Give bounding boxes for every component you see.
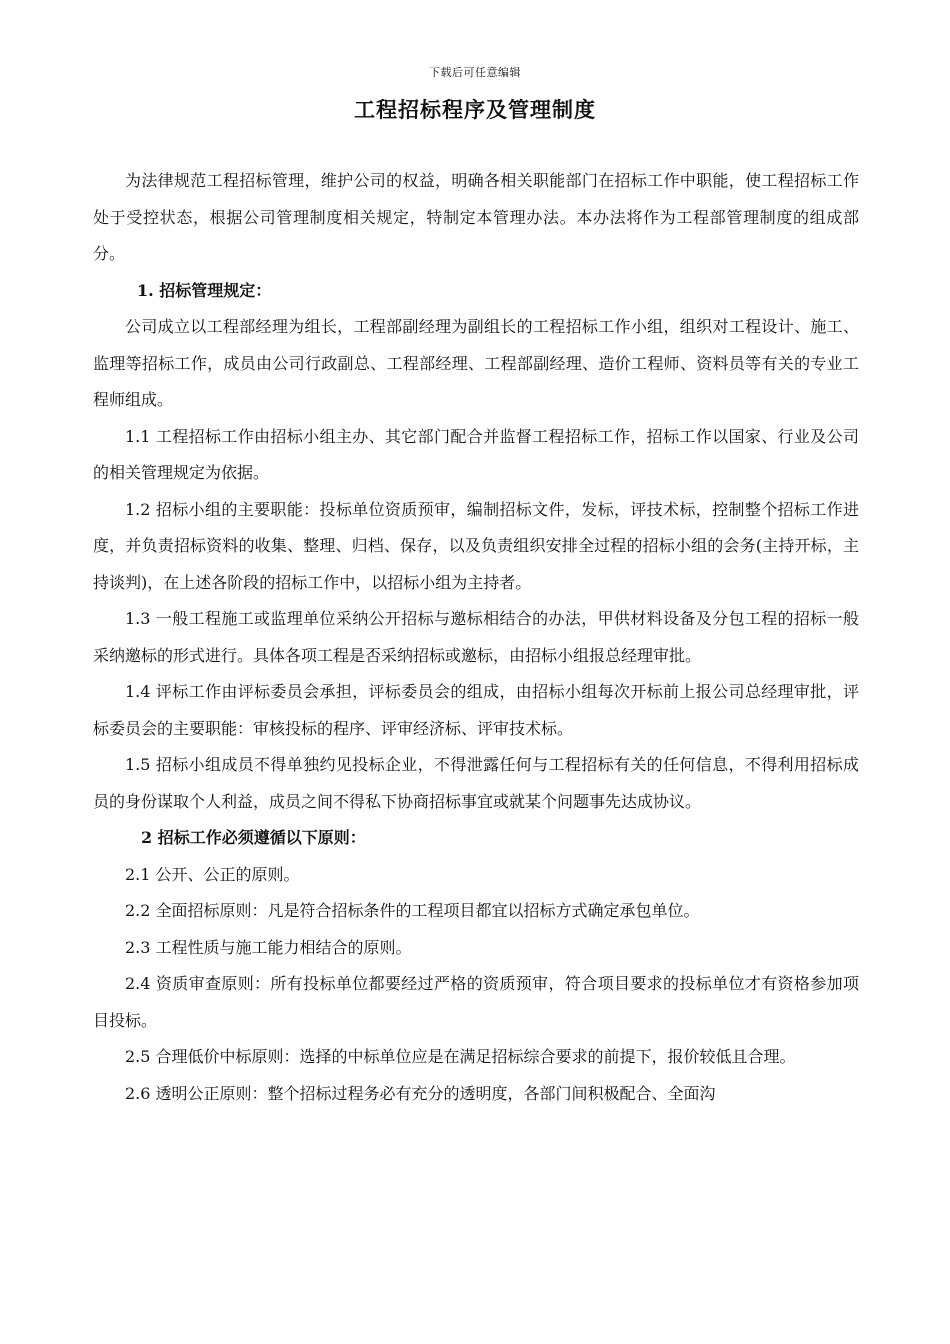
section-1-paragraph: 公司成立以工程部经理为组长，工程部副经理为副组长的工程招标工作小组，组织对工程设计、施工、监理等招标工作，成员由公司行政副总、工程部经理、工程部副经理、造价工程师、资料员等有关的专业工程师组成。	[93, 317, 859, 409]
clause-2-5: 2.5 合理低价中标原则：选择的中标单位应是在满足招标综合要求的前提下，报价较低且合理。	[125, 1047, 796, 1066]
clause-1-3: 1.3 一般工程施工或监理单位采纳公开招标与邀标相结合的办法，甲供材料设备及分包工程的招标一般采纳邀标的形式进行。具体各项工程是否采纳招标或邀标，由招标小组报总经理审批。	[93, 609, 859, 665]
intro-paragraph: 为法律规范工程招标管理，维护公司的权益，明确各相关职能部门在招标工作中职能，使工程招标工作处于受控状态，根据公司管理制度相关规定，特制定本管理办法。本办法将作为工程部管理制度的组成部分。	[93, 171, 859, 263]
header-note: 下载后可任意编辑	[429, 66, 521, 79]
clause-2-3: 2.3 工程性质与施工能力相结合的原则。	[125, 937, 412, 957]
clause-2-4: 2.4 资质审查原则：所有投标单位都要经过严格的资质预审，符合项目要求的投标单位才有资格参加项目投标。	[93, 974, 859, 1030]
document-body	[93, 163, 859, 1112]
clause-1-5: 1.5 招标小组成员不得单独约见投标企业，不得泄露任何与工程招标有关的任何信息，不得利用招标成员的身份谋取个人利益，成员之间不得私下协商招标事宜或就某个问题事先达成协议。	[93, 755, 859, 811]
clause-1-4: 1.4 评标工作由评标委员会承担，评标委员会的组成，由招标小组每次开标前上报公司总经理审批，评标委员会的主要职能：审核投标的程序、评审经济标、评审技术标。	[93, 682, 859, 738]
document-title: 工程招标程序及管理制度	[354, 97, 596, 122]
clause-2-2: 2.2 全面招标原则：凡是符合招标条件的工程项目都宜以招标方式确定承包单位。	[125, 901, 700, 920]
clause-1-1: 1.1 工程招标工作由招标小组主办、其它部门配合并监督工程招标工作，招标工作以国家、行业及公司的相关管理规定为依据。	[93, 426, 859, 482]
clause-2-1: 2.1 公开、公正的原则。	[125, 864, 300, 884]
section-heading-2: 2 招标工作必须遵循以下原则：	[141, 828, 366, 847]
clause-2-6: 2.6 透明公正原则：整个招标过程务必有充分的透明度，各部门间积极配合、全面沟	[125, 1083, 716, 1103]
section-heading-1: 1. 招标管理规定：	[137, 280, 272, 300]
clause-1-2: 1.2 招标小组的主要职能：投标单位资质预审，编制招标文件，发标，评技术标，控制整个招标工作进度，并负责招标资料的收集、整理、归档、保存，以及负责组织安排全过程的招标小组的会务(主持开标，主持谈判)，在上述各阶段的招标工作中，以招标小组为主持者。	[93, 499, 859, 592]
